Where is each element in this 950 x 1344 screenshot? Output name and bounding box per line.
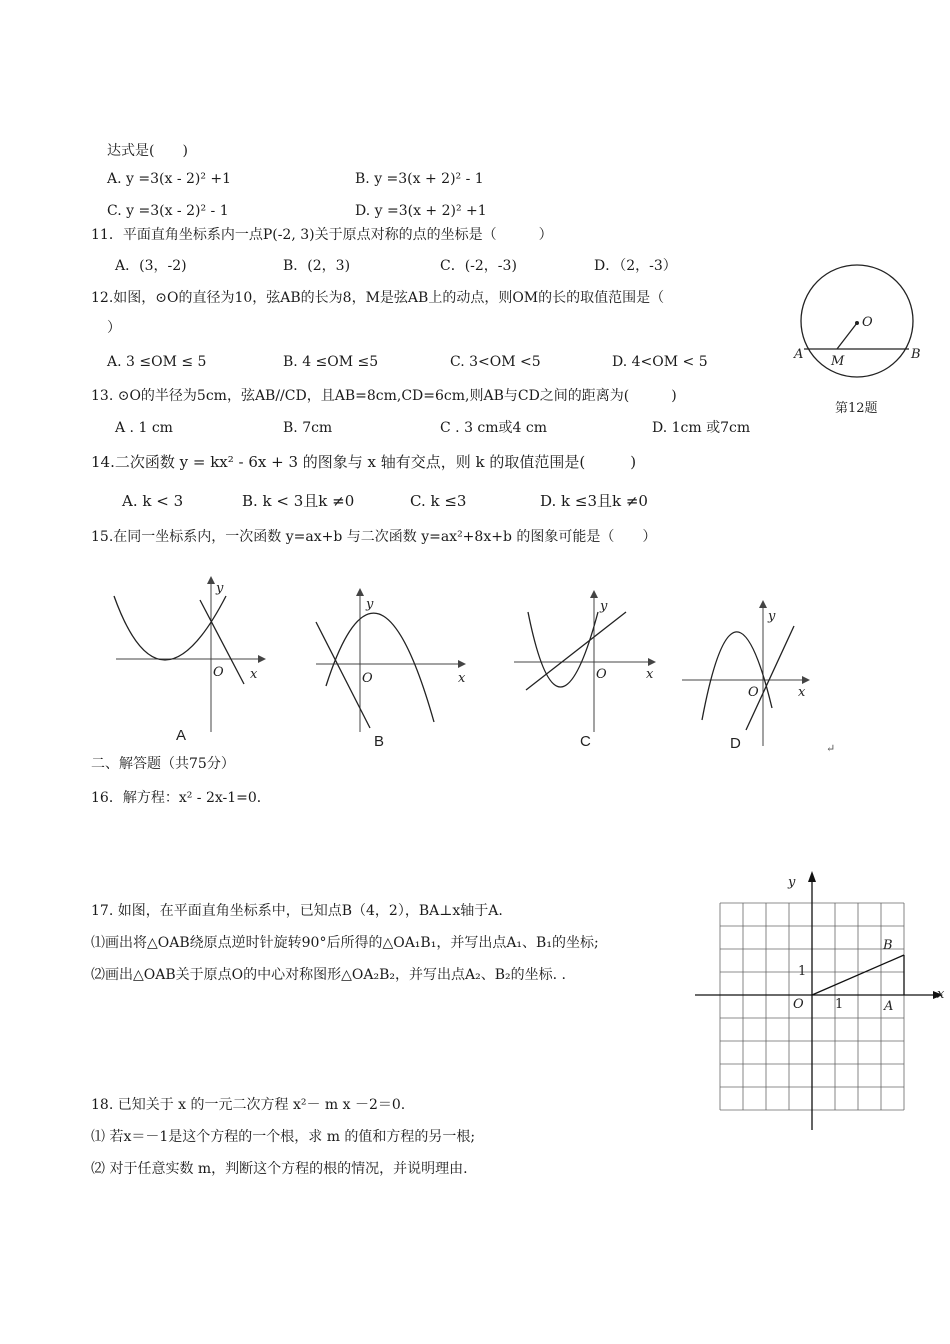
q13-option-a: A . 1 cm: [115, 420, 173, 436]
x-axis-arrow: [648, 658, 656, 666]
center-point: [855, 321, 859, 325]
y-label: y: [600, 599, 608, 614]
q10-option-a: A. y =3(x - 2)² +1: [107, 171, 232, 187]
q18-part2: ⑵ 对于任意实数 m，判断这个方程的根的情况，并说明理由.: [91, 1161, 468, 1177]
origin-label: O: [362, 671, 373, 686]
parabola: [528, 612, 598, 687]
q15-graph-b: [308, 582, 478, 752]
q15-graph-d: [678, 596, 838, 756]
x-axis-arrow: [258, 655, 266, 663]
q15-graph-a: [108, 572, 278, 748]
q14-option-a: A. k < 3: [122, 492, 184, 510]
origin-label: O: [793, 997, 804, 1012]
unit-label-x: 1: [835, 997, 844, 1012]
q12-option-d: D. 4<OM < 5: [612, 354, 708, 370]
parabola: [114, 596, 226, 660]
q11-option-c: C．(-2，-3): [440, 258, 517, 274]
q17-grid-figure: [695, 868, 950, 1138]
q17-part2: ⑵画出△OAB关于原点O的中心对称图形△OA₂B₂，并写出点A₂、B₂的坐标. .: [91, 967, 566, 983]
label-m: M: [831, 354, 845, 369]
q14-option-c: C. k ≤3: [410, 492, 467, 510]
y-label: y: [788, 875, 796, 890]
x-axis-arrow: [802, 676, 810, 684]
y-axis-arrow: [356, 588, 364, 596]
q14-option-d: D. k ≤3且k ≠0: [540, 492, 648, 510]
x-label: x: [798, 685, 806, 700]
q11-option-a: A．(3，-2): [115, 258, 187, 274]
line-graph: [526, 612, 626, 690]
q12-stem-cont: ）: [107, 320, 121, 336]
q13-stem: 13. ⊙O的半径为5cm，弦AB//CD，且AB=8cm,CD=6cm,则AB与CD之间的距离为( ): [91, 388, 677, 404]
q14-option-b: B. k < 3且k ≠0: [242, 492, 355, 510]
line-graph: [746, 626, 794, 730]
label-o: O: [862, 315, 873, 330]
y-axis-arrow: [759, 600, 767, 608]
x-label: x: [250, 667, 258, 682]
y-axis-arrow: [808, 871, 816, 882]
q12-option-a: A. 3 ≤OM ≤ 5: [107, 354, 207, 370]
q10-option-d: D. y =3(x + 2)² +1: [355, 203, 487, 219]
parabola: [702, 632, 772, 720]
q13-option-b: B. 7cm: [283, 420, 333, 436]
label-a: A: [884, 999, 894, 1014]
q12-circle-figure: [790, 262, 930, 422]
q15-graph-c: [508, 582, 678, 752]
q11-option-b: B．(2，3): [283, 258, 351, 274]
label-b: B: [883, 938, 893, 953]
q16-stem: 16．解方程：x² - 2x-1=0．: [91, 790, 271, 806]
return-mark: ↵: [826, 742, 836, 755]
q11-option-d: D．（2，-3）: [594, 258, 677, 274]
origin-label: O: [596, 667, 607, 682]
graph-caption: B: [374, 733, 385, 750]
unit-label-y: 1: [798, 964, 807, 979]
q10-option-b: B. y =3(x + 2)² - 1: [355, 171, 484, 187]
q13-option-c: C . 3 cm或4 cm: [440, 420, 548, 436]
q18-part1: ⑴ 若x＝－1是这个方程的一个根，求 m 的值和方程的另一根;: [91, 1129, 476, 1145]
x-label: x: [646, 667, 654, 682]
graph-caption: A: [176, 727, 187, 744]
section-heading: 二、解答题（共75分）: [91, 756, 235, 772]
q10-stem-tail: 达式是( ): [107, 143, 188, 159]
figure-caption: 第12题: [835, 401, 878, 416]
q10-option-c: C. y =3(x - 2)² - 1: [107, 203, 229, 219]
q11-stem: 11．平面直角坐标系内一点P(-2, 3)关于原点对称的点的坐标是（ ）: [91, 227, 553, 243]
q14-stem: 14.二次函数 y = kx² - 6x + 3 的图象与 x 轴有交点，则 k 的取值范围是( ): [91, 453, 637, 471]
graph-caption: D: [730, 735, 741, 752]
x-label: x: [458, 671, 466, 686]
q17-part1: ⑴画出将△OAB绕原点逆时针旋转90°后所得的△OA₁B₁，并写出点A₁、B₁的坐标;: [91, 935, 599, 951]
graph-caption: C: [580, 733, 591, 750]
q13-option-d: D. 1cm 或7cm: [652, 420, 751, 436]
q17-stem: 17. 如图，在平面直角坐标系中，已知点B（4，2），BA⊥x轴于A.: [91, 903, 503, 919]
q15-stem: 15.在同一坐标系内，一次函数 y=ax+b 与二次函数 y=ax²+8x+b 的图象可能是（ ）: [91, 529, 657, 545]
x-label: x: [937, 987, 945, 1002]
y-label: y: [216, 581, 224, 596]
segment-om: [837, 323, 857, 349]
x-axis-arrow: [458, 660, 466, 668]
q12-option-b: B. 4 ≤OM ≤5: [283, 354, 379, 370]
y-label: y: [768, 609, 776, 624]
q18-stem: 18. 已知关于 x 的一元二次方程 x²－ m x －2＝0.: [91, 1097, 406, 1113]
origin-label: O: [213, 665, 224, 680]
q12-option-c: C. 3<OM <5: [450, 354, 541, 370]
y-label: y: [366, 597, 374, 612]
y-axis-arrow: [590, 590, 598, 598]
origin-label: O: [748, 685, 759, 700]
label-a: A: [794, 347, 804, 362]
parabola: [326, 613, 434, 722]
q12-stem: 12.如图，⊙O的直径为10，弦AB的长为8，M是弦AB上的动点，则OM的长的取值范围是（: [91, 290, 665, 306]
label-b: B: [911, 347, 921, 362]
y-axis-arrow: [207, 576, 215, 584]
